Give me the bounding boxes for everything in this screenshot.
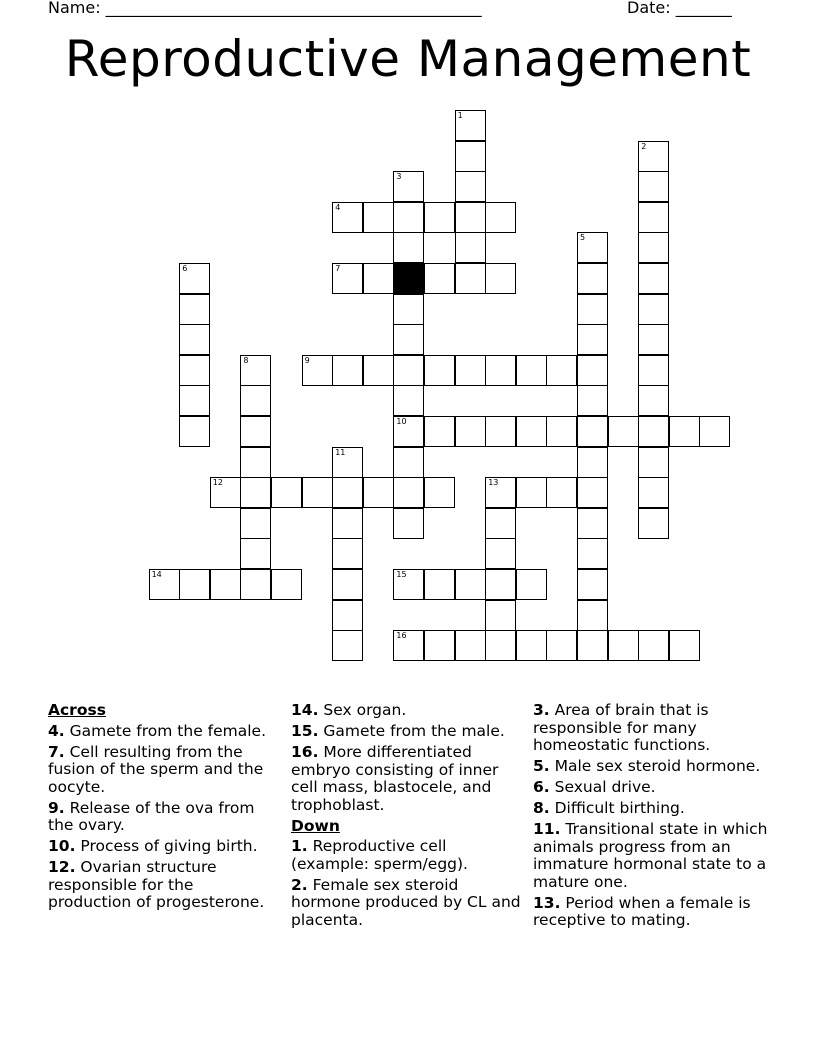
grid-cell[interactable] [424,263,455,294]
grid-cell[interactable] [271,477,302,508]
grid-cell[interactable] [179,569,210,600]
clue [48,800,280,835]
clues-column-3 [533,702,773,933]
grid-cell[interactable] [577,232,608,263]
clue-number: 11 [335,447,346,457]
clue [533,779,773,797]
grid-cell[interactable] [638,263,669,294]
grid-cell[interactable] [638,416,669,447]
grid-cell[interactable] [485,416,516,447]
grid-cell[interactable] [332,600,363,631]
grid-cell[interactable] [424,630,455,661]
clue-number-label: 9. [48,798,65,817]
grid-cell[interactable] [332,569,363,600]
clue [48,723,280,741]
clue-number: 16 [396,631,407,641]
grid-cell[interactable] [179,385,210,416]
grid-cell[interactable] [363,355,394,386]
grid-cell[interactable] [577,477,608,508]
grid-cell[interactable] [669,630,700,661]
grid-cell[interactable] [332,630,363,661]
grid-cell[interactable] [240,385,271,416]
grid-cell[interactable] [577,416,608,447]
grid-cell[interactable] [179,324,210,355]
grid-cell[interactable] [485,538,516,569]
clue-number-label: 15. [291,722,319,740]
grid-cell[interactable] [638,385,669,416]
clue-number-label: 13. [533,893,561,912]
clue-text: Gamete from the male. [318,722,505,740]
clue-text: Gamete from the female. [64,721,267,740]
grid-cell[interactable] [638,232,669,263]
grid-cell[interactable] [424,355,455,386]
grid-cell[interactable] [179,263,210,294]
grid-cell[interactable] [455,202,486,233]
clue-number-label: 8. [533,799,550,817]
grid-cell[interactable] [577,630,608,661]
grid-cell[interactable] [546,630,577,661]
grid-cell[interactable] [363,202,394,233]
grid-cell[interactable] [577,355,608,386]
grid-cell[interactable] [424,477,455,508]
grid-cell[interactable] [332,202,363,233]
clue-number-label: 11. [533,820,561,838]
grid-cell[interactable] [332,477,363,508]
clue-number: 14 [151,570,162,579]
grid-cell[interactable] [332,263,363,294]
grid-cell[interactable] [638,202,669,233]
grid-cell[interactable] [608,630,639,661]
grid-cell[interactable] [638,477,669,508]
clue-number-label: 10. [48,837,76,855]
clue-number-label: 2. [291,875,308,894]
grid-cell[interactable] [271,569,302,600]
grid-cell[interactable] [638,447,669,478]
clue-text: Period when a female is receptive to mating. [533,893,751,929]
clue-number-label: 4. [48,721,65,740]
grid-cell[interactable] [516,416,547,447]
clue [291,723,529,741]
clue [533,800,773,818]
clue-number: 7 [335,264,341,273]
clue-number: 1 [457,111,463,120]
grid-cell[interactable] [638,171,669,202]
clue-number: 10 [396,417,407,426]
grid-cell[interactable] [455,355,486,386]
clue-number-label: 5. [533,757,550,775]
grid-cell[interactable] [393,232,424,263]
grid-cell[interactable] [455,232,486,263]
grid-cell[interactable] [577,385,608,416]
grid-cell[interactable] [516,355,547,386]
page-title: Reproductive Management [64,30,752,88]
clue-number: 12 [212,478,223,488]
grid-cell[interactable] [393,447,424,478]
clue-text: Cell resulting from the fusion of the sperm and the oocyte. [48,742,264,796]
clue [533,895,773,930]
clue-number-label: 6. [533,778,550,796]
grid-cell[interactable] [393,355,424,386]
clue-number: 8 [243,355,249,365]
grid-cell[interactable] [638,294,669,325]
grid-cell[interactable] [699,416,730,447]
clue-text: Sexual drive. [549,778,656,796]
grid-cell[interactable] [608,416,639,447]
clue-number-label: 14. [291,701,319,719]
clue [48,744,280,797]
grid-cell[interactable] [424,416,455,447]
clue-text: Sex organ. [318,701,407,719]
grid-cell[interactable] [546,416,577,447]
grid-cell[interactable] [577,324,608,355]
grid-cell[interactable] [455,416,486,447]
clue-text: Difficult birthing. [549,799,685,817]
name-field-label[interactable]: Name: _______________________________________________ [48,0,482,17]
clue [48,838,280,856]
clue [291,744,529,814]
grid-cell[interactable] [393,416,424,447]
clue-number-label: 16. [291,743,319,761]
grid-cell[interactable] [302,477,333,508]
grid-cell[interactable] [455,263,486,294]
clues-column-2 [291,702,529,933]
grid-cell[interactable] [240,355,271,386]
grid-cell[interactable] [638,324,669,355]
clue [533,821,773,891]
clue-number: 4 [335,202,341,212]
grid-cell[interactable] [577,569,608,600]
clue-text: More differentiated embryo consisting of inner cell mass, blastocele, and trophoblast. [291,743,499,814]
grid-cell[interactable] [485,202,516,233]
clue-number-label: 1. [291,837,308,855]
grid-cell[interactable] [577,263,608,294]
clue-number: 15 [396,570,407,579]
clue [533,758,773,776]
grid-cell[interactable] [302,355,333,386]
grid-cell[interactable] [424,202,455,233]
grid-cell[interactable] [393,171,424,202]
grid-cell[interactable] [669,416,700,447]
grid-cell[interactable] [179,294,210,325]
grid-cell[interactable] [638,355,669,386]
grid-cell[interactable] [455,569,486,600]
grid-cell[interactable] [455,171,486,202]
clue-text: Area of brain that is responsible for many homeostatic functions. [533,701,711,754]
clue-text: Transitional state in which animals progress from an immature hormonal state to a mature one. [533,820,768,891]
clue [291,702,529,720]
grid-cell[interactable] [332,538,363,569]
grid-cell[interactable] [577,600,608,631]
clue-number-label: 3. [533,701,550,719]
grid-cell[interactable] [179,355,210,386]
clue-text: Ovarian structure responsible for the production of progesterone. [48,858,265,911]
grid-cell[interactable] [516,569,547,600]
down-heading: Down [291,816,340,835]
across-heading: Across [48,701,106,719]
grid-cell[interactable] [516,477,547,508]
grid-cell[interactable] [485,477,516,508]
grid-cell[interactable] [240,508,271,539]
grid-cell[interactable] [455,110,486,141]
grid-cell[interactable] [210,569,241,600]
clue-number: 5 [580,233,586,243]
grid-block-cell [393,263,424,294]
clue [291,877,529,930]
grid-cell[interactable] [332,508,363,539]
grid-cell[interactable] [455,630,486,661]
grid-cell[interactable] [638,141,669,172]
grid-cell[interactable] [546,355,577,386]
grid-cell[interactable] [577,538,608,569]
date-field-label[interactable]: Date: _______ [627,0,732,17]
clue-number: 9 [304,355,310,365]
grid-cell[interactable] [332,355,363,386]
clue [48,859,280,912]
clue-text: Reproductive cell (example: sperm/egg). [291,837,468,873]
grid-cell[interactable] [210,477,241,508]
grid-cell[interactable] [240,477,271,508]
grid-cell[interactable] [424,569,455,600]
grid-cell[interactable] [393,294,424,325]
grid-cell[interactable] [516,630,547,661]
grid-cell[interactable] [577,447,608,478]
grid-cell[interactable] [332,447,363,478]
grid-cell[interactable] [577,508,608,539]
grid-cell[interactable] [240,569,271,600]
grid-cell[interactable] [577,294,608,325]
grid-cell[interactable] [638,508,669,539]
clue-number: 6 [182,264,188,273]
grid-cell[interactable] [485,263,516,294]
clue-text: Male sex steroid hormone. [549,757,761,775]
clue [291,838,529,873]
clue-number: 3 [396,172,402,182]
clue-text: Release of the ova from the ovary. [48,798,255,834]
grid-cell[interactable] [363,263,394,294]
grid-cell[interactable] [363,477,394,508]
grid-cell[interactable] [149,569,180,600]
grid-cell[interactable] [485,600,516,631]
grid-cell[interactable] [485,355,516,386]
grid-cell[interactable] [485,569,516,600]
grid-cell[interactable] [546,477,577,508]
clue-number-label: 7. [48,742,65,761]
clue-number-label: 12. [48,858,76,876]
grid-cell[interactable] [455,141,486,172]
grid-cell[interactable] [393,385,424,416]
clue-number: 2 [641,141,647,151]
grid-cell[interactable] [393,324,424,355]
clues-column-1 [48,702,280,915]
grid-cell[interactable] [638,630,669,661]
clue-text: Process of giving birth. [75,837,258,855]
grid-cell[interactable] [393,630,424,661]
grid-cell[interactable] [393,202,424,233]
grid-cell[interactable] [179,416,210,447]
grid-cell[interactable] [393,508,424,539]
grid-cell[interactable] [240,416,271,447]
clue [533,702,773,755]
grid-cell[interactable] [240,538,271,569]
grid-cell[interactable] [240,447,271,478]
grid-cell[interactable] [393,477,424,508]
clue-number: 13 [488,478,499,488]
grid-cell[interactable] [485,630,516,661]
clue-text: Female sex steroid hormone produced by CL and placenta. [291,875,521,929]
grid-cell[interactable] [485,508,516,539]
grid-cell[interactable] [393,569,424,600]
